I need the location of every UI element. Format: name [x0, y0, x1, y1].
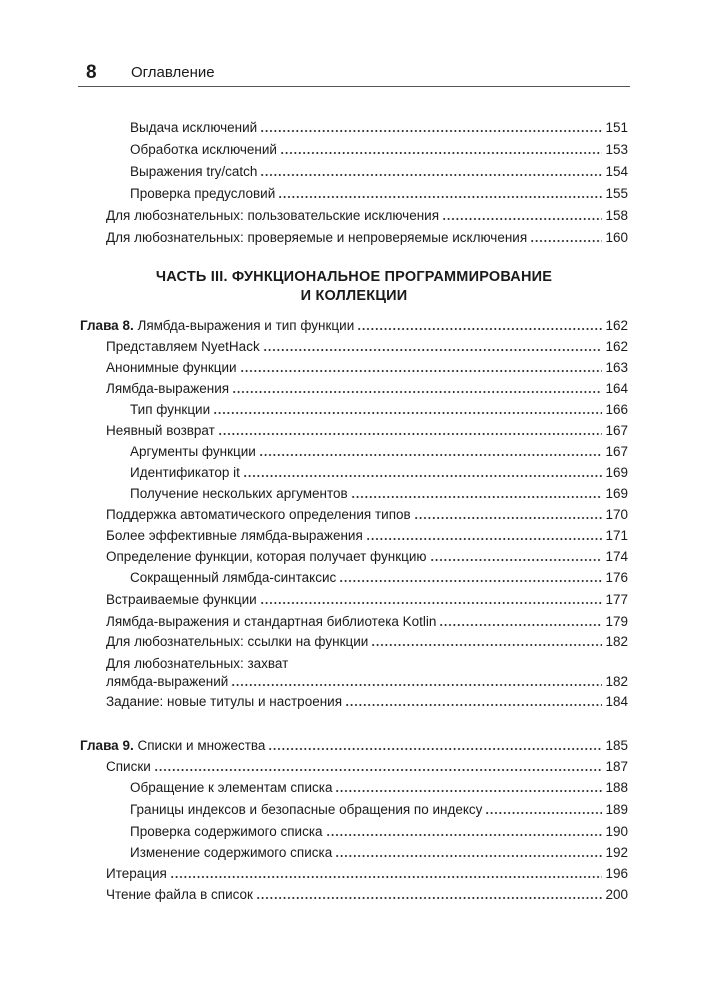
toc-entry[interactable]: Итерация 196	[106, 866, 628, 881]
toc-entry[interactable]: Чтение файла в список 200	[106, 887, 628, 902]
toc-entry[interactable]: Сокращенный лямбда-синтаксис 176	[130, 570, 628, 585]
dot-leader	[260, 602, 603, 604]
running-title: Оглавление	[131, 64, 215, 81]
page-number: 8	[86, 62, 97, 83]
part-heading-line1: ЧАСТЬ III. ФУНКЦИОНАЛЬНОЕ ПРОГРАММИРОВАНИЕ	[155, 269, 553, 285]
toc-entry[interactable]: Встраиваемые функции 177	[106, 592, 628, 607]
dot-leader	[240, 370, 603, 372]
dot-leader	[278, 196, 602, 198]
part-heading	[80, 268, 628, 306]
dot-leader	[259, 454, 603, 456]
dot-leader	[345, 704, 602, 706]
toc-entry[interactable]: Поддержка автоматического определения типов 170	[106, 507, 628, 522]
toc-entry[interactable]: Получение нескольких аргументов 169	[130, 486, 628, 501]
toc-entry[interactable]: Границы индексов и безопасные обращения по индексу 189	[130, 802, 628, 817]
dot-leader	[170, 876, 603, 878]
dot-leader	[335, 790, 602, 792]
toc-entry[interactable]: Проверка предусловий 155	[130, 186, 628, 201]
dot-leader	[430, 559, 603, 561]
toc-entry[interactable]: Выражения try/catch 154	[130, 164, 628, 179]
toc-entry[interactable]: Проверка содержимого списка 190	[130, 824, 628, 839]
dot-leader	[243, 475, 603, 477]
dot-leader	[339, 580, 602, 582]
toc-entry[interactable]: Лямбда-выражения 164	[106, 381, 628, 396]
dot-leader	[231, 684, 602, 686]
toc-entry[interactable]: Тип функции 166	[130, 402, 628, 417]
header-divider	[78, 86, 630, 87]
chapter-title: Списки и множества	[137, 738, 266, 753]
chapter-label: Глава 8.	[80, 318, 134, 333]
toc-entry[interactable]: Задание: новые титулы и настроения 184	[106, 694, 628, 709]
toc-entry[interactable]: Обращение к элементам списка 188	[130, 780, 628, 795]
dot-leader	[351, 496, 603, 498]
toc-entry[interactable]: Изменение содержимого списка 192	[130, 845, 628, 860]
chapter-entry[interactable]: Глава 9. Списки и множества 185	[80, 738, 628, 753]
toc-entry[interactable]: Определение функции, которая получает функцию 174	[106, 549, 628, 564]
toc-entry[interactable]: Для любознательных: пользовательские исключения 158	[106, 208, 628, 223]
toc-entry[interactable]: Представляем NyetHack 162	[106, 339, 628, 354]
toc-entry[interactable]: Лямбда-выражения и стандартная библиотека Kotlin 179	[106, 614, 628, 629]
chapter-entry[interactable]: Глава 8. Лямбда-выражения и тип функции 162	[80, 318, 628, 333]
page-header	[78, 62, 630, 86]
part-heading-line2: И КОЛЛЕКЦИИ	[300, 288, 408, 304]
toc-entry[interactable]: Неявный возврат 167	[106, 423, 628, 438]
dot-leader	[357, 328, 602, 330]
dot-leader	[232, 391, 602, 393]
toc-entry[interactable]: Списки 187	[106, 759, 628, 774]
toc-entry[interactable]: Анонимные функции 163	[106, 360, 628, 375]
dot-leader	[326, 834, 603, 836]
toc-entry[interactable]: Для любознательных: ссылки на функции 182	[106, 634, 628, 649]
dot-leader	[439, 624, 602, 626]
dot-leader	[485, 812, 602, 814]
toc-entry[interactable]: Для любознательных: проверяемые и непроверяемые исключения 160	[106, 230, 628, 245]
chapter-label: Глава 9.	[80, 738, 134, 753]
chapter-title: Лямбда-выражения и тип функции	[137, 318, 355, 333]
dot-leader	[256, 897, 603, 899]
toc-entry[interactable]: Выдача исключений 151	[130, 120, 628, 135]
toc-entry[interactable]: Обработка исключений 153	[130, 142, 628, 157]
dot-leader	[260, 174, 602, 176]
dot-leader	[280, 152, 602, 154]
toc-entry[interactable]: Более эффективные лямбда-выражения 171	[106, 528, 628, 543]
dot-leader	[335, 855, 602, 857]
toc-entry-two-line[interactable]: Для любознательных: захват лямбда-выражений 182	[106, 656, 628, 689]
dot-leader	[371, 644, 602, 646]
dot-leader	[263, 349, 603, 351]
dot-leader	[414, 517, 603, 519]
toc-entry[interactable]: Идентификатор it 169	[130, 465, 628, 480]
dot-leader	[154, 769, 603, 771]
dot-leader	[268, 748, 602, 750]
dot-leader	[213, 412, 602, 414]
dot-leader	[442, 218, 602, 220]
toc-entry[interactable]: Аргументы функции 167	[130, 444, 628, 459]
dot-leader	[530, 240, 602, 242]
dot-leader	[260, 130, 602, 132]
dot-leader	[366, 538, 603, 540]
dot-leader	[218, 433, 603, 435]
